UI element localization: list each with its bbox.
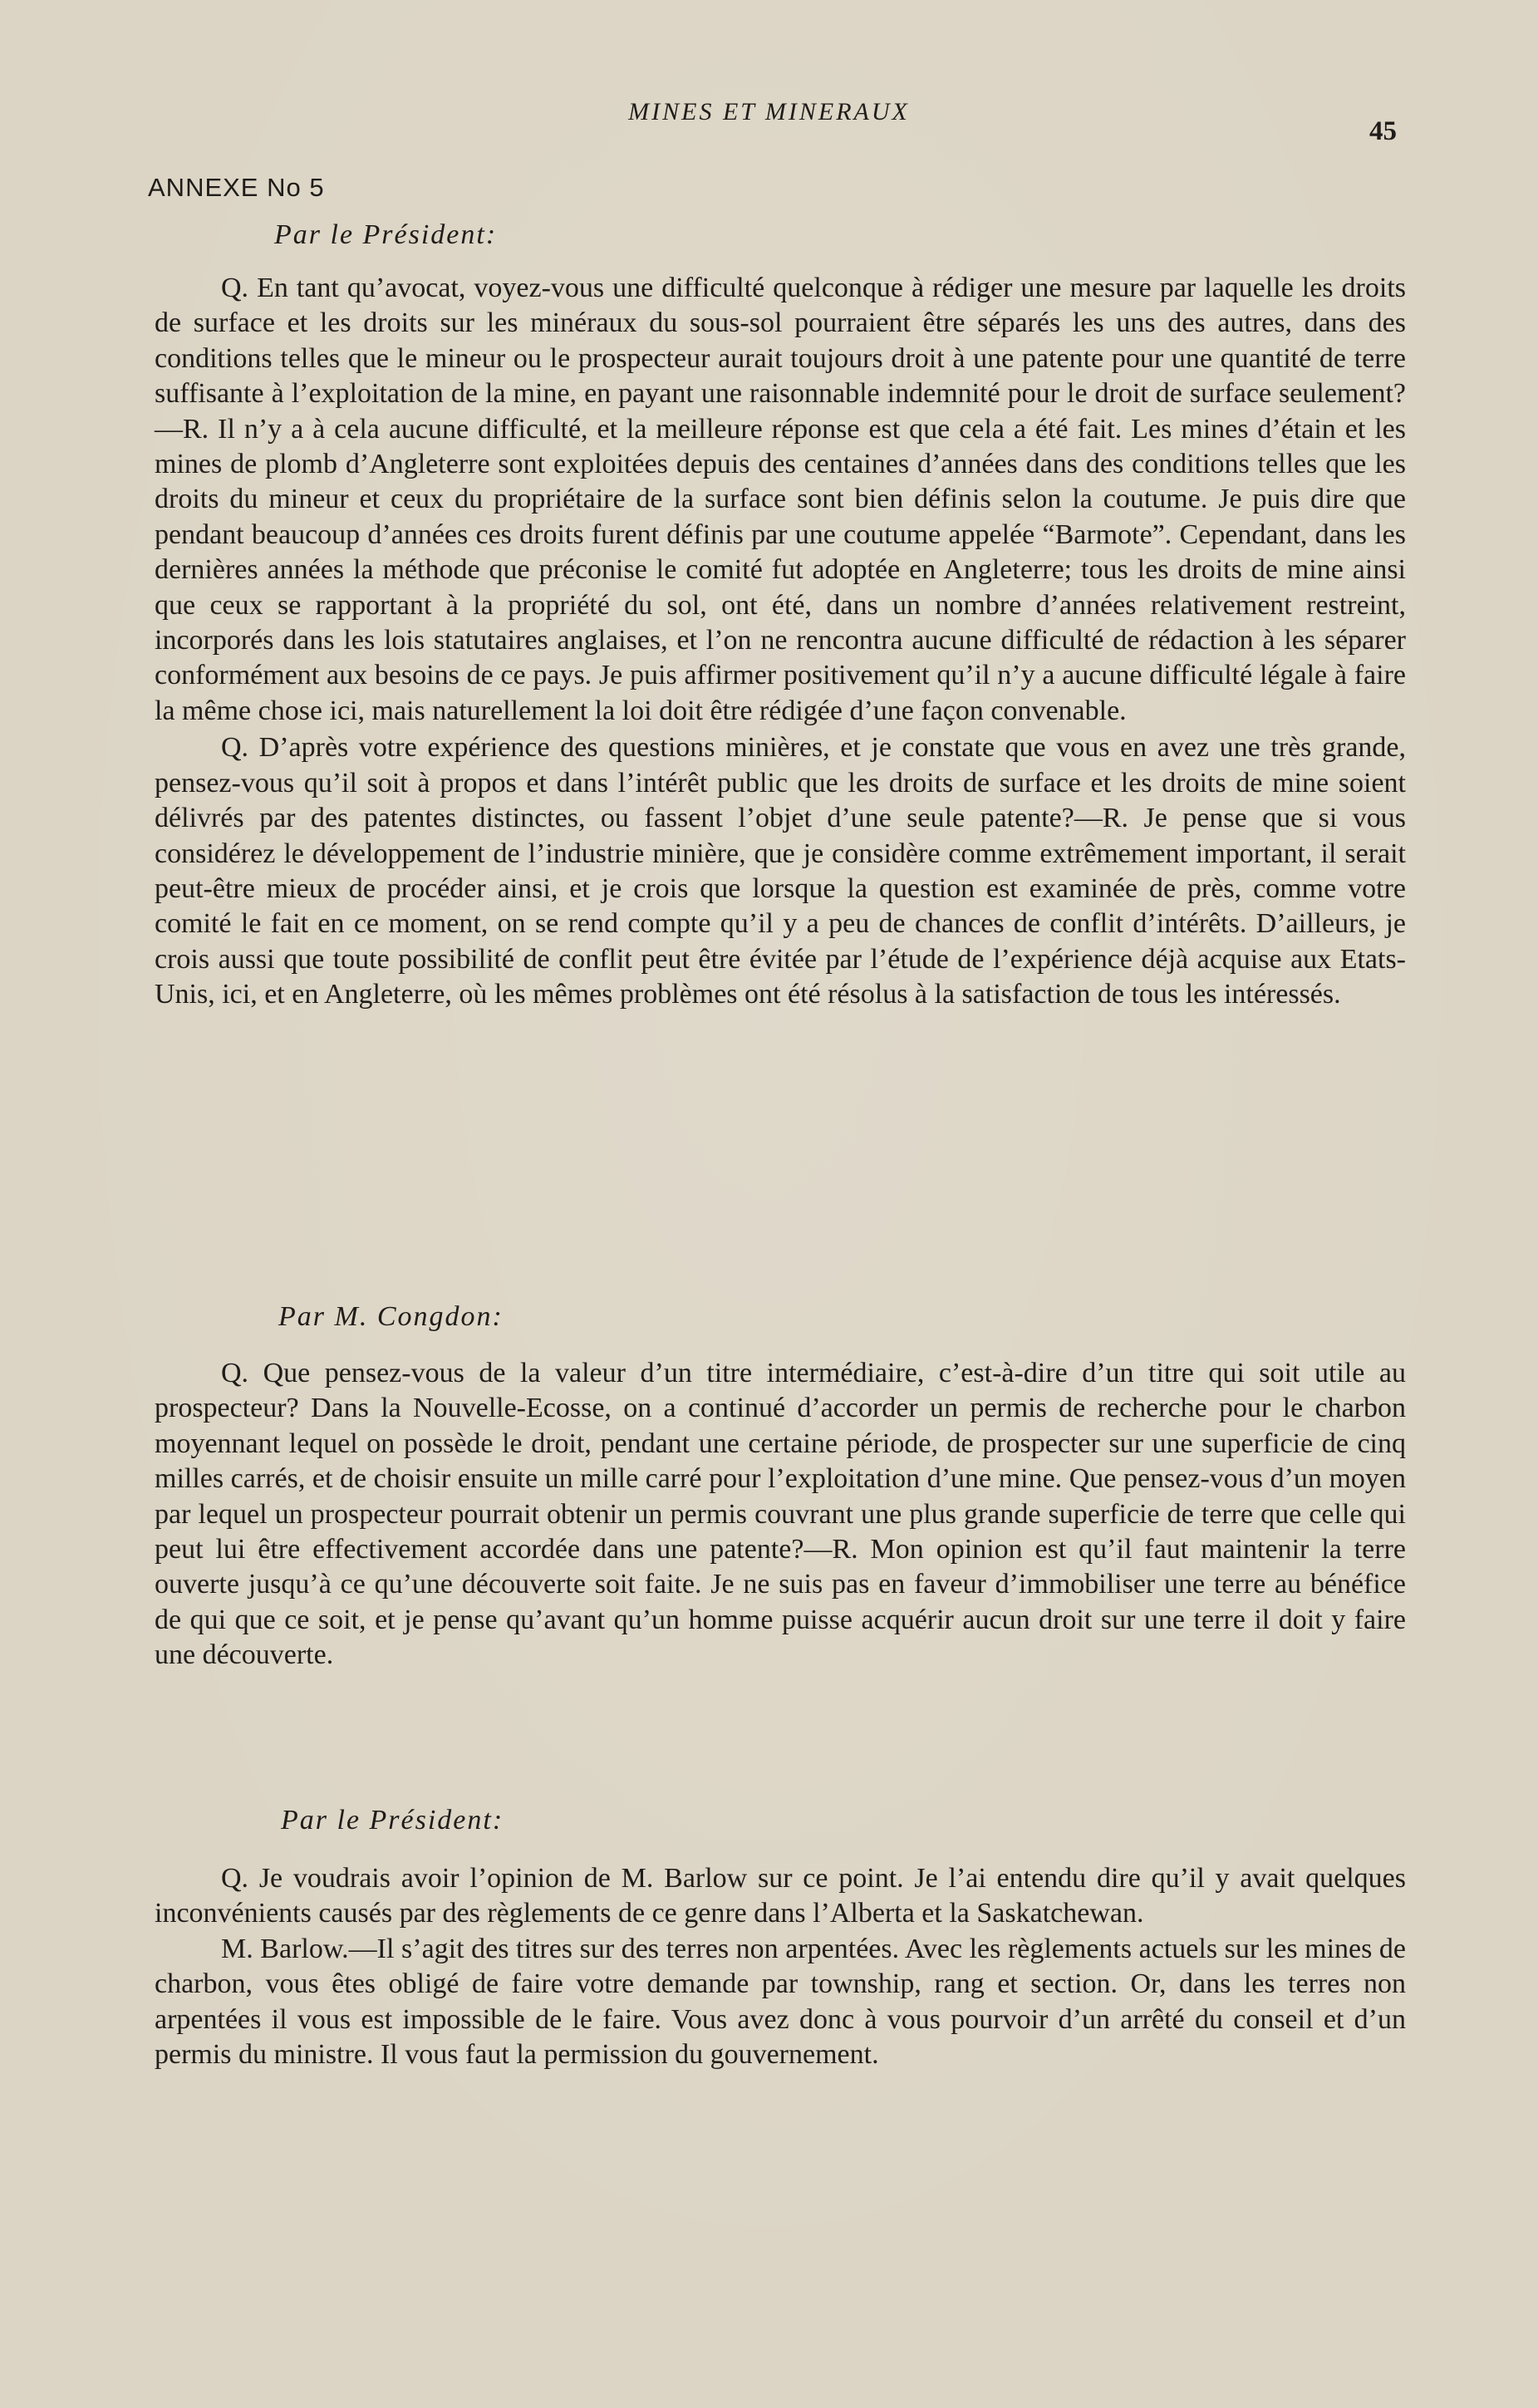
speaker-heading: Par M. Congdon: bbox=[278, 1301, 504, 1332]
paragraph: Q. En tant qu’avocat, voyez-vous une difficulté quelconque à rédiger une mesure par laquelle les droits de surface et les droits sur les minéraux du sous-sol pourraient être séparés les uns des autres, dans des conditions telles que le mineur ou le prospecteur aurait toujours droit à une patente pour une quantité de terre suffisante à l’exploitation de la mine, en payant une raisonnable indemnité pour le droit de surface seulement?—R. Il n’y a à cela aucune difficulté, et la meilleure réponse est que cela a été fait. Les mines d’étain et les mines de plomb d’Angleterre sont exploitées depuis des centaines d’années dans des conditions telles que les droits du mineur et ceux du propriétaire de la surface sont bien définis selon la coutume. Je puis dire que pendant beaucoup d’années ces droits furent définis par une coutume appelée “Barmote”. Cependant, dans les dernières années la méthode que préconise le comité fut adoptée en Angleterre; tous les droits de mine ainsi que ceux se rapportant à la propriété du sol, ont été, dans un nombre d’années relativement restreint, incorporés dans les lois statutaires anglaises, et l’on ne rencontra aucune difficulté de rédaction à les séparer conformément aux besoins de ce pays. Je puis affirmer positivement qu’il n’y a aucune difficulté légale à faire la même chose ici, mais naturellement la loi doit être rédigée d’une façon convenable. bbox=[155, 273, 1406, 726]
paragraph: Q. Que pensez-vous de la valeur d’un titre intermédiaire, c’est-à-dire d’un titre qui soit utile au prospecteur? Dans la Nouvelle-Ecosse, on a continué d’accorder un permis de recherche pour le charbon moyennant lequel on possède le droit, pendant une certaine période, de prospecter sur une superficie de cinq milles carrés, et de choisir ensuite un mille carré pour l’exploitation d’une mine. Que pensez-vous d’un moyen par lequel un prospecteur pourrait obtenir un permis couvrant une plus grande superficie de terre que celle qui peut lui être effectivement accordée dans une patente?—R. Mon opinion est qu’il faut maintenir la terre ouverte jusqu’à ce qu’une découverte soit faite. Je ne suis pas en faveur d’immobiliser une terre au bénéfice de qui que ce soit, et je pense qu’avant qu’un homme puisse acquérir aucun droit sur une terre il doit y faire une découverte. bbox=[155, 1358, 1406, 1671]
speaker-heading: Par le Président: bbox=[274, 219, 498, 250]
annex-label: ANNEXE No 5 bbox=[148, 173, 325, 202]
speaker-heading: Par le Président: bbox=[281, 1805, 504, 1835]
paragraph: Q. D’après votre expérience des questions minières, et je constate que vous en avez une très grande, pensez-vous qu’il soit à propos et dans l’intérêt public que les droits de surface et les droits de mine soient délivrés par des patentes distinctes, ou fassent l’objet d’une seule patente?—R. Je pense que si vous considérez le développement de l’industrie minière, que je considère comme extrêmement important, il serait peut-être mieux de procéder ainsi, et je crois que lorsque la question est examinée de près, comme votre comité le fait en ce moment, on se rend compte qu’il y a peu de chances de conflit d’intérêts. D’ailleurs, je crois aussi que toute possibilité de conflit peut être évitée par l’étude de l’expérience déjà acquise aux Etats-Unis, ici, et en Angleterre, où les mêmes problèmes ont été résolus à la satisfaction de tous les intéressés. bbox=[155, 732, 1406, 1010]
testimony-block bbox=[155, 271, 1406, 1013]
paragraph: M. Barlow.—Il s’agit des titres sur des terres non arpentées. Avec les règlements actuels sur les mines de charbon, vous êtes obligé de faire votre demande par township, rang et section. Or, dans les terres non arpentées il vous est impossible de le faire. Vous avez donc à vous pourvoir d’un arrêté du conseil et d’un permis du ministre. Il vous faut la permission du gouvernement. bbox=[155, 1933, 1406, 2071]
page-number: 45 bbox=[1369, 116, 1397, 146]
testimony-block bbox=[155, 1861, 1406, 2072]
paragraph: Q. Je voudrais avoir l’opinion de M. Barlow sur ce point. Je l’ai entendu dire qu’il y avait quelques inconvénients causés par des règlements de ce genre dans l’Alberta et la Saskatchewan. bbox=[155, 1863, 1406, 1929]
testimony-block bbox=[155, 1356, 1406, 1673]
running-title: MINES ET MINERAUX bbox=[628, 98, 910, 125]
